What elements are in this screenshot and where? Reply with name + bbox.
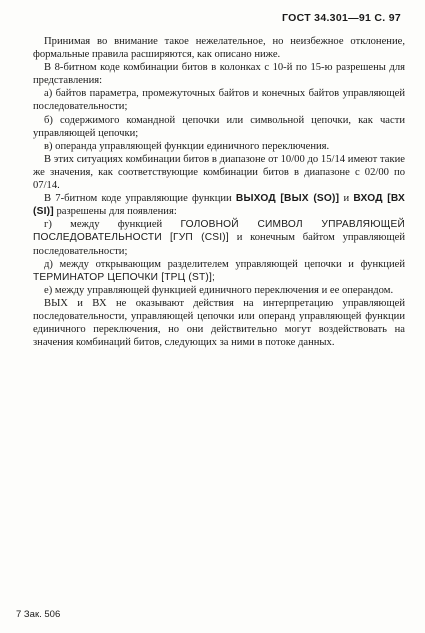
term-si: ВХОД [ВХ (SI)] bbox=[33, 193, 406, 218]
paragraph-bit-ranges: В этих ситуациях комбинации битов в диапазоне от 10/00 до 15/14 имеют такие же значения, как соответствующие комбинации битов в диапазоне с 02/00 по 07/14. bbox=[33, 153, 405, 192]
list-item-e: е) между управляющей функцией единичного переключения и ее операндом. bbox=[44, 284, 394, 296]
list-item-a: а) байтов параметра, промежуточных байтов и конечных байтов управляющей последовательности; bbox=[33, 88, 405, 113]
text-fragment: г) между функцией bbox=[44, 219, 181, 231]
page-header: ГОСТ 34.301—91 С. 97 bbox=[282, 12, 401, 24]
text-fragment: В 7-битном коде управляющие функции bbox=[44, 193, 236, 205]
list-item-v: в) операнда управляющей функции единичного переключения. bbox=[44, 140, 330, 152]
list-item-b: б) содержимого командной цепочки или символьной цепочки, как части управляющей цепочки; bbox=[33, 114, 405, 139]
term-csi: ГОЛОВНОЙ СИМВОЛ УПРАВЛЯЮЩЕЙ ПОСЛЕДОВАТЕЛЬНОСТИ [ГУП (CSI)] bbox=[33, 219, 405, 244]
paragraph-8bit-columns: В 8-битном коде комбинации битов в колонках с 10-й по 15-ю разрешены для представления: bbox=[33, 62, 405, 87]
term-so: ВЫХОД [ВЫХ (SO)] bbox=[235, 193, 340, 205]
paragraph-intro: Принимая во внимание такое нежелательное, но неизбежное отклонение, формальные правила расширяются, как описано ниже. bbox=[33, 36, 405, 61]
document-body bbox=[33, 35, 405, 349]
paragraph-7bit-so-si bbox=[33, 192, 405, 218]
text-fragment: и bbox=[339, 193, 354, 205]
text-fragment: разрешены для появления: bbox=[53, 206, 177, 218]
text-fragment: и конечным байтом управляющей последовательности; bbox=[33, 232, 405, 257]
list-item-g bbox=[33, 218, 405, 257]
term-st: ТЕРМИНАТОР ЦЕПОЧКИ [ТРЦ (ST)]; bbox=[33, 271, 216, 283]
page-footer: 7 Зак. 506 bbox=[16, 609, 61, 620]
paragraph-so-si-effect: ВЫХ и ВХ не оказывают действия на интерпретацию управляющей последовательности, управляющей цепочки или операнд управляющей функции единичного переключения, но они действительно могут воздействовать на значения комбинаций битов, следующих за ними в потоке данных. bbox=[33, 297, 405, 349]
text-fragment: д) между открывающим разделителем управляющей цепочки и функцией bbox=[44, 258, 405, 270]
list-item-d bbox=[33, 258, 405, 284]
